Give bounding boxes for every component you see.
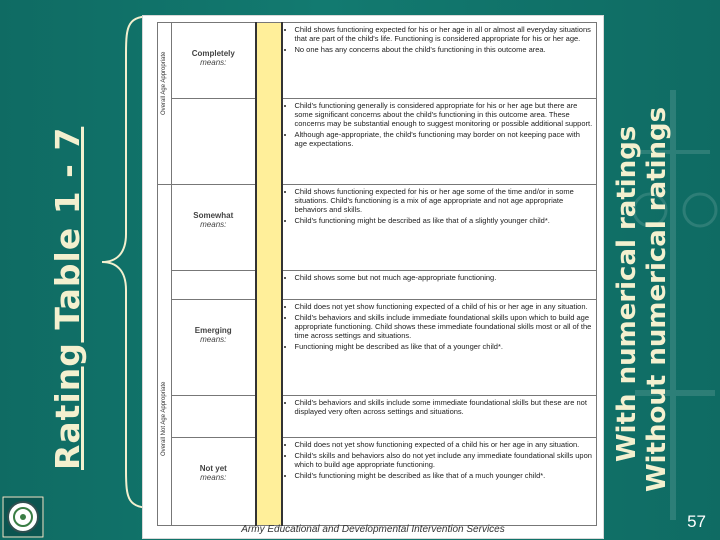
rating-label-completely: Completely means: [172,23,256,99]
rating-table [157,22,597,526]
subtitle-without-numerical-ratings: Without numerical ratings [642,106,672,492]
slide-title: Rating Table 1 - 7 [48,126,87,470]
side-label-not-age-appropriate: Overall Not Age Appropriate [158,185,172,526]
rating-description-4: • Child shows some but not much age-appropriate functioning. [282,271,597,300]
organization-seal-icon [2,496,44,538]
side-label-age-appropriate: Overall Age Appropriate [158,23,172,185]
subtitle-with-numerical-ratings: With numerical ratings [612,125,642,462]
rating-column-highlight [256,23,282,526]
rating-label-somewhat: Somewhat means: [172,185,256,271]
rating-label-blank-6 [172,396,256,438]
rating-label-not-yet: Not yet means: [172,438,256,526]
rating-document [143,16,603,538]
rating-description-2: • Child's functioning generally is considered appropriate for his or her age but there are some significant concerns about the child's functioning in this outcome area. These concerns may be substantial enough to suggest monitoring or possible additional support. • Although age-appropriate, the child's functioning may border on not keeping pace with age expectations. [282,99,597,185]
rating-description-1: • Child shows functioning expected for his or her age in all or almost all everyday situations that are part of the child's life. Functioning is considered appropriate for his or her age. • No one has any concerns about the child's functioning in this outcome area. [282,23,597,99]
rating-description-7: • Child does not yet show functioning expected of a child his or her age in any situation. • Child's skills and behaviors also do not yet include any immediate foundational skills upon which to build age appropriate functioning. • Child's functioning might be described as like that of a much younger child*. [282,438,597,526]
rating-description-3: • Child shows functioning expected for his or her age some of the time and/or in some situations. Child's functioning is a mix of age appropriate and not age appropriate behaviors and skills. • Child's functioning might be described as like that of a slightly younger child*. [282,185,597,271]
rating-label-blank-2 [172,99,256,185]
page-number: 57 [687,512,706,531]
rating-label-emerging: Emerging means: [172,300,256,396]
rating-description-6: • Child's behaviors and skills include some immediate foundational skills but these are not displayed very often across settings and situations. [282,396,597,438]
document-footer: Army Educational and Developmental Intervention Services [241,524,505,535]
rating-description-5: • Child does not yet show functioning expected of a child of his or her age in any situation. • Child's behaviors and skills include immediate foundational skills upon which to build age appropriate functioning. Child shows these immediate foundational skills most or all of the time across settings and situations. • Functioning might be described as like that of a younger child*. [282,300,597,396]
rating-label-blank-4 [172,271,256,300]
